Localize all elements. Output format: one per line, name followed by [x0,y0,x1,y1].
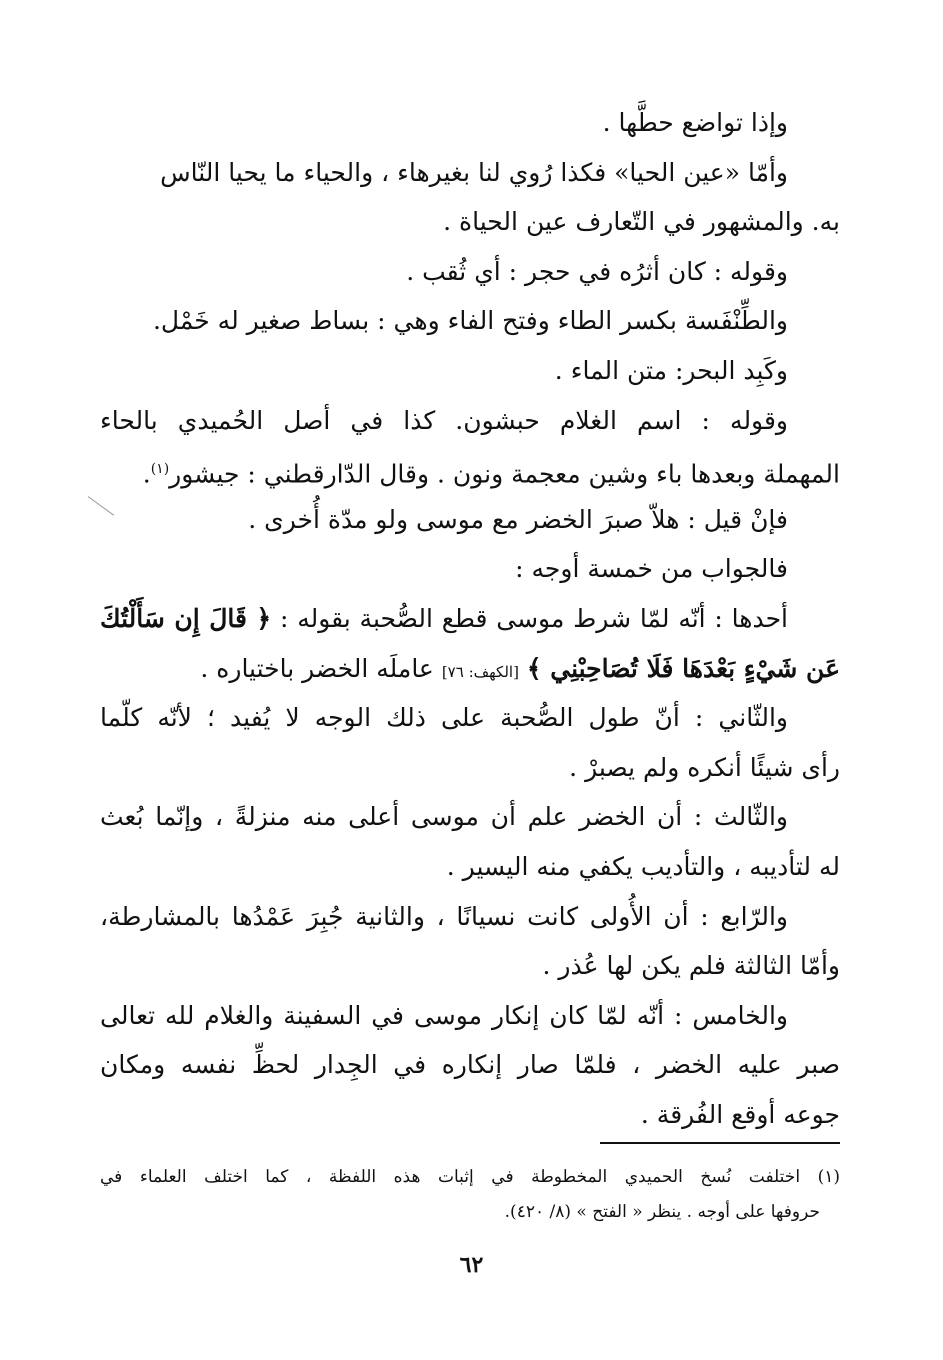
page-number: ٦٢ [459,1252,484,1278]
footnote-line: حروفها على أوجه . ينظر « الفتح » (٨/ ٤٢٠). [504,1202,820,1222]
text-line: والخامس : أنّه لمّا كان إنكار موسى في السفينة والغلام لله تعالى [100,1000,788,1030]
text-line: وإذا تواضع حطَّها . [602,108,788,137]
text-line: وقوله : كان أثرُه في حجر : أي ثُقب . [406,256,788,286]
footnote-divider [600,1142,840,1144]
footnote-line: (١) اختلفت نُسخ الحميدي المخطوطة في إثبات هذه اللفظة ، كما اختلف العلماء في [100,1167,840,1187]
line-text: المهملة وبعدها باء وشين معجمة ونون . وقال الدّارقطني : جيشور [169,459,840,489]
line-text: عاملَه الخضر باختياره . [200,653,434,683]
quran-verse-start: ﴿ قَالَ إِن سَأَلْتُكَ [100,603,272,633]
text-line: والثّالث : أن الخضر علم أن موسى أعلى منه منزلةً ، وإنّما بُعث [100,802,788,832]
line-end: . [142,459,151,489]
text-line: وقوله : اسم الغلام حبشون. كذا في أصل الحُميدي بالحاء [100,405,788,435]
footnote-marker: (١) [150,461,170,478]
text-line: له لتأديبه ، والتأديب يكفي منه اليسير . [446,851,840,881]
main-text [100,98,840,1139]
quran-verse-end: عَن شَيْءٍ بَعْدَهَا فَلَا تُصَاحِبْنِي ﴾ [526,653,840,683]
text-line: وأمّا الثالثة فلم يكن لها عُذر . [542,951,840,981]
footnotes [100,1160,840,1230]
text-line: فإنْ قيل : هلاّ صبرَ الخضر مع موسى ولو مدّة أُخرى . [248,504,788,534]
text-line [100,445,840,495]
text-line: والثّاني : أنّ طول الصُّحبة على ذلك الوجه لا يُفيد ؛ لأنّه كلّما [100,703,788,733]
text-line: وكَبِد البحر: متن الماء . [554,355,788,385]
text-line: به. والمشهور في التّعارف عين الحياة . [443,207,840,237]
text-line: صبر عليه الخضر ، فلمّا صار إنكاره في الجِدار لحظِّ نفسه ومكان [100,1050,840,1080]
line-text: أحدها : أنّه لمّا شرط موسى قطع الصُّحبة بقوله : [279,603,788,633]
text-line: فالجواب من خمسة أوجه : [515,554,788,584]
text-line [100,644,840,694]
quran-reference: [الكهف: ٧٦] [441,662,519,681]
text-line: جوعه أوقع الفُرقة . [640,1099,840,1129]
text-line: وأمّا «عين الحيا» فكذا رُوي لنا بغيرهاء ، والحياء ما يحيا النّاس [160,157,788,187]
text-line: والطِّنْفَسة بكسر الطاء وفتح الفاء وهي : بساط صغير له خَمْل. [152,306,788,336]
text-line: والرّابع : أن الأُولى كانت نسيانًا ، والثانية جُبِرَ عَمْدُها بالمشارطة، [100,901,788,931]
text-line [100,594,840,644]
text-line: رأى شيئًا أنكره ولم يصبرْ . [569,752,840,782]
